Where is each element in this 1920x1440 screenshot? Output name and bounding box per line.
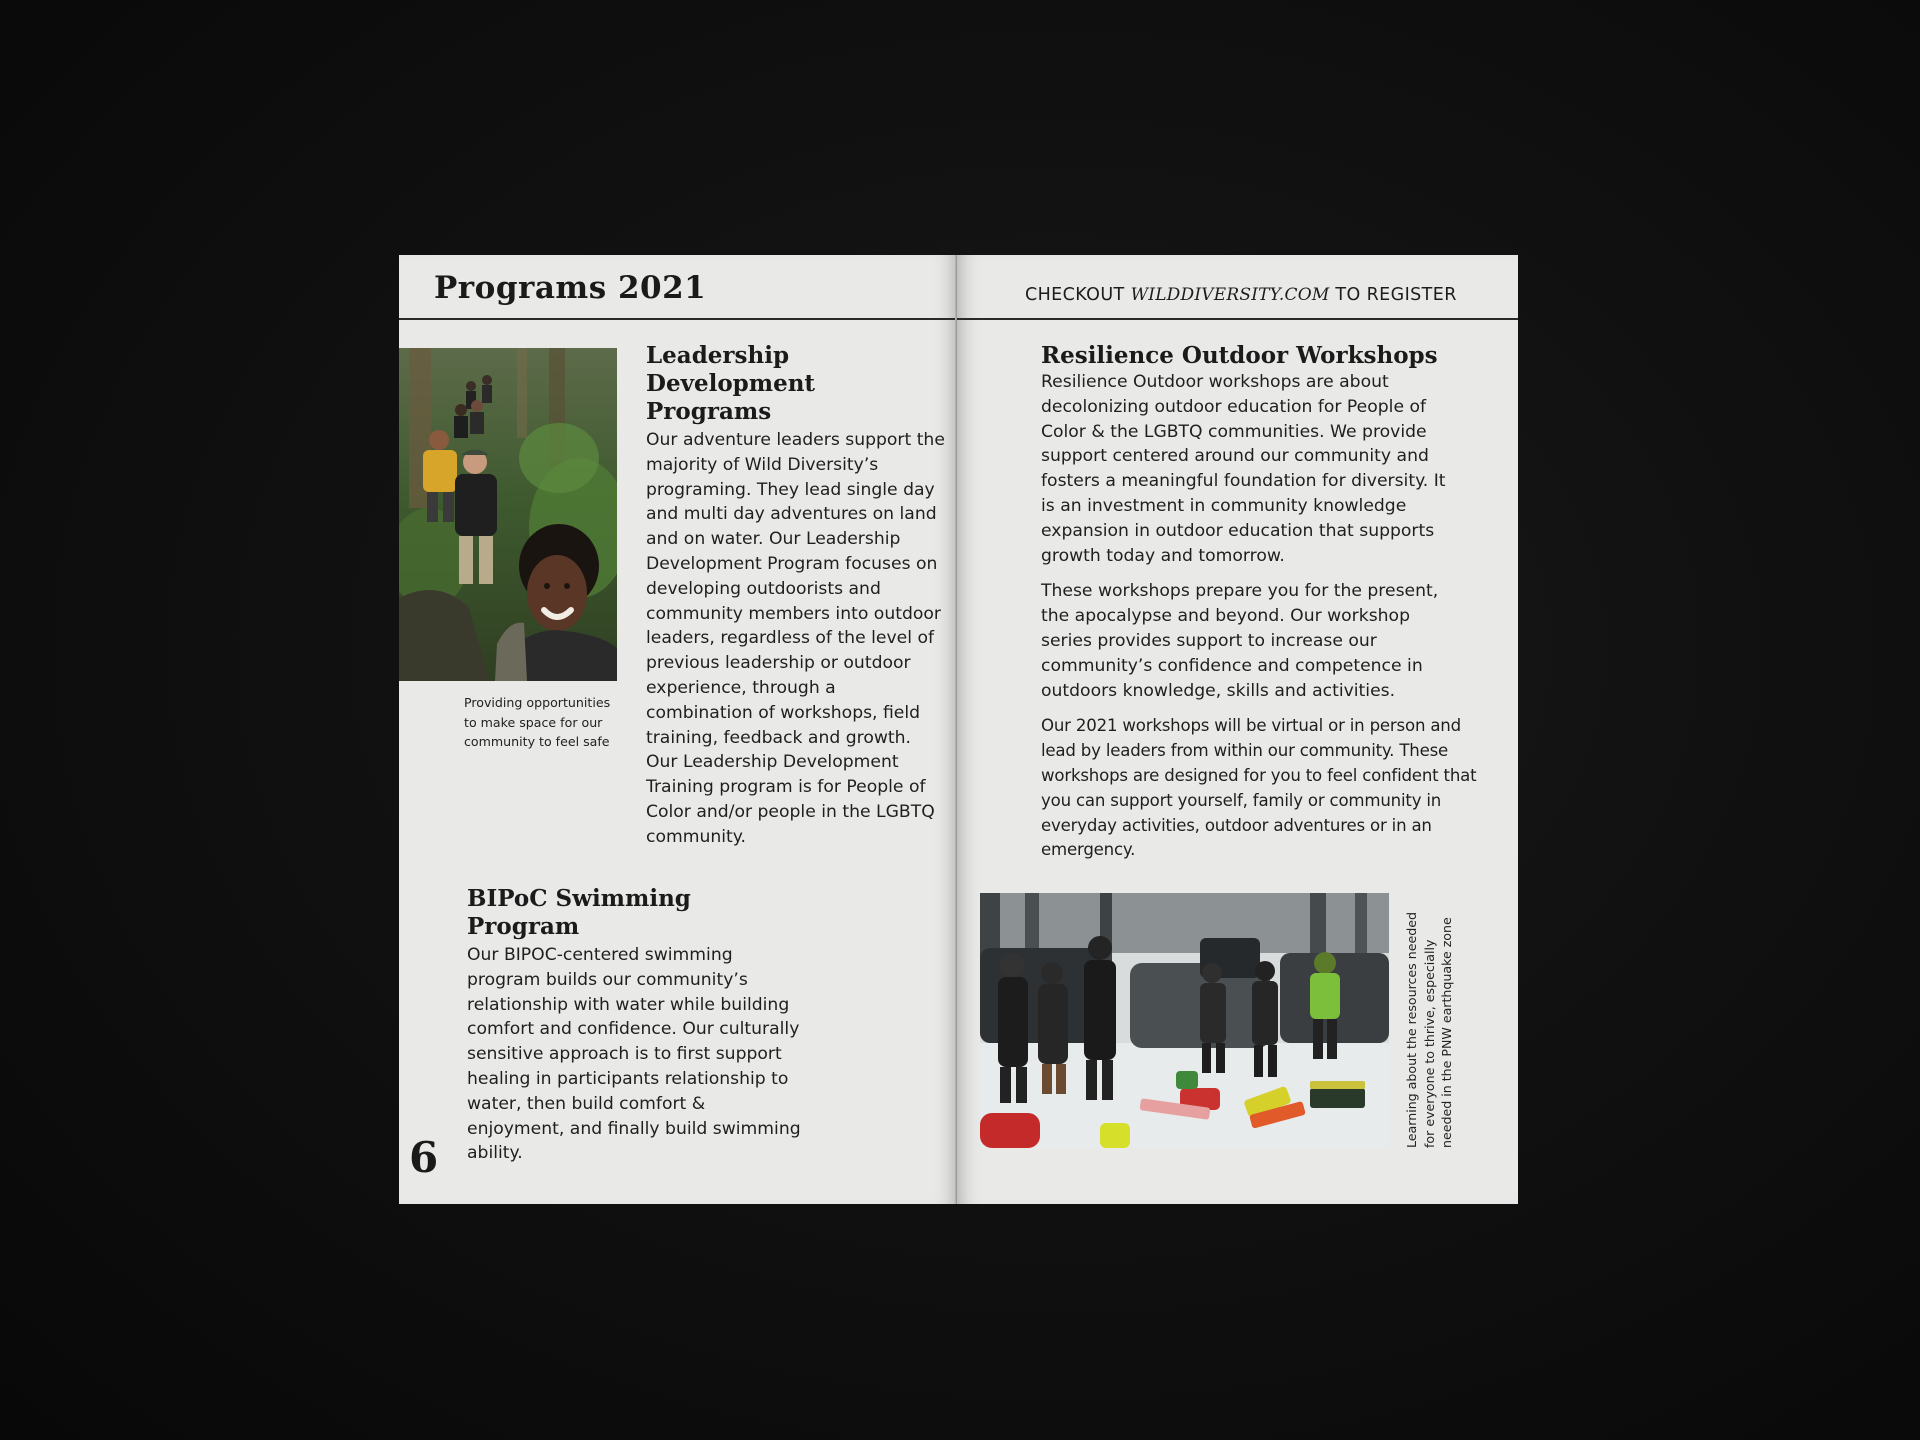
right-header — [1025, 285, 1465, 305]
resilience-paragraph-1: Resilience Outdoor workshops are about decolonizing outdoor education for People of Color & the LGBTQ communities. We provide support centered around our community and fosters a meaningful foundation for diversity. It is an investment in community knowledge expansion in outdoor education that supports growth today and tomorrow. — [1041, 372, 1446, 566]
website-link[interactable]: WILDDIVERSITY.COM — [1130, 285, 1330, 305]
resilience-section — [1041, 342, 1477, 863]
right-page — [957, 255, 1518, 1204]
resilience-paragraph-3: Our 2021 workshops will be virtual or in person and lead by leaders from within our community. These workshops are designed for you to feel confident that you can support yourself, family or community in everyday activities, outdoor adventures or in an emergency. — [1041, 716, 1477, 860]
right-header-rule — [957, 318, 1518, 320]
left-header-rule — [399, 318, 957, 320]
swimming-heading: BIPoC Swimming Program — [467, 885, 691, 940]
left-page — [399, 255, 957, 1204]
left-header-title: Programs 2021 — [434, 270, 707, 306]
leadership-section — [646, 342, 946, 850]
snow-group-image — [980, 893, 1389, 1148]
forest-hikers-image — [399, 348, 617, 681]
swimming-body: Our BIPOC-centered swimming program builds our community’s relationship with water while building comfort and confidence. Our culturally sensitive approach is to first support healing in participants relationship to water, then build comfort & enjoyment, and finally build swimming ability. — [467, 945, 801, 1164]
register-prefix: CHECKOUT — [1025, 285, 1131, 305]
swimming-section — [467, 885, 807, 1166]
forest-photo-caption: Providing opportunities to make space for our community to feel safe — [464, 695, 611, 749]
resilience-paragraph-2: These workshops prepare you for the present, the apocalypse and beyond. Our workshop series provides support to increase our community’s confidence and competence in outdoors knowledge, skills and activities. — [1041, 581, 1439, 701]
page-number: 6 — [409, 1133, 439, 1182]
photo-forest-hikers — [399, 348, 617, 681]
register-suffix: TO REGISTER — [1329, 285, 1457, 305]
resilience-heading: Resilience Outdoor Workshops — [1041, 342, 1438, 369]
photo-snow-group — [980, 893, 1389, 1148]
leadership-body: Our adventure leaders support the majority of Wild Diversity’s programing. They lead single day and multi day adventures on land and on water. Our Leadership Development Program focuses on developing outdoorists and community members into outdoor leaders, regardless of the level of previous leadership or outdoor experience, through a combination of workshops, field training, feedback and growth. Our Leadership Development Training program is for People of Color and/or people in the LGBTQ community. — [646, 430, 945, 847]
leadership-heading: Leadership Development Programs — [646, 342, 816, 425]
snow-photo-caption: Learning about the resources needed for everyone to thrive, especially needed in the PNW earthquake zone — [1404, 912, 1454, 1148]
